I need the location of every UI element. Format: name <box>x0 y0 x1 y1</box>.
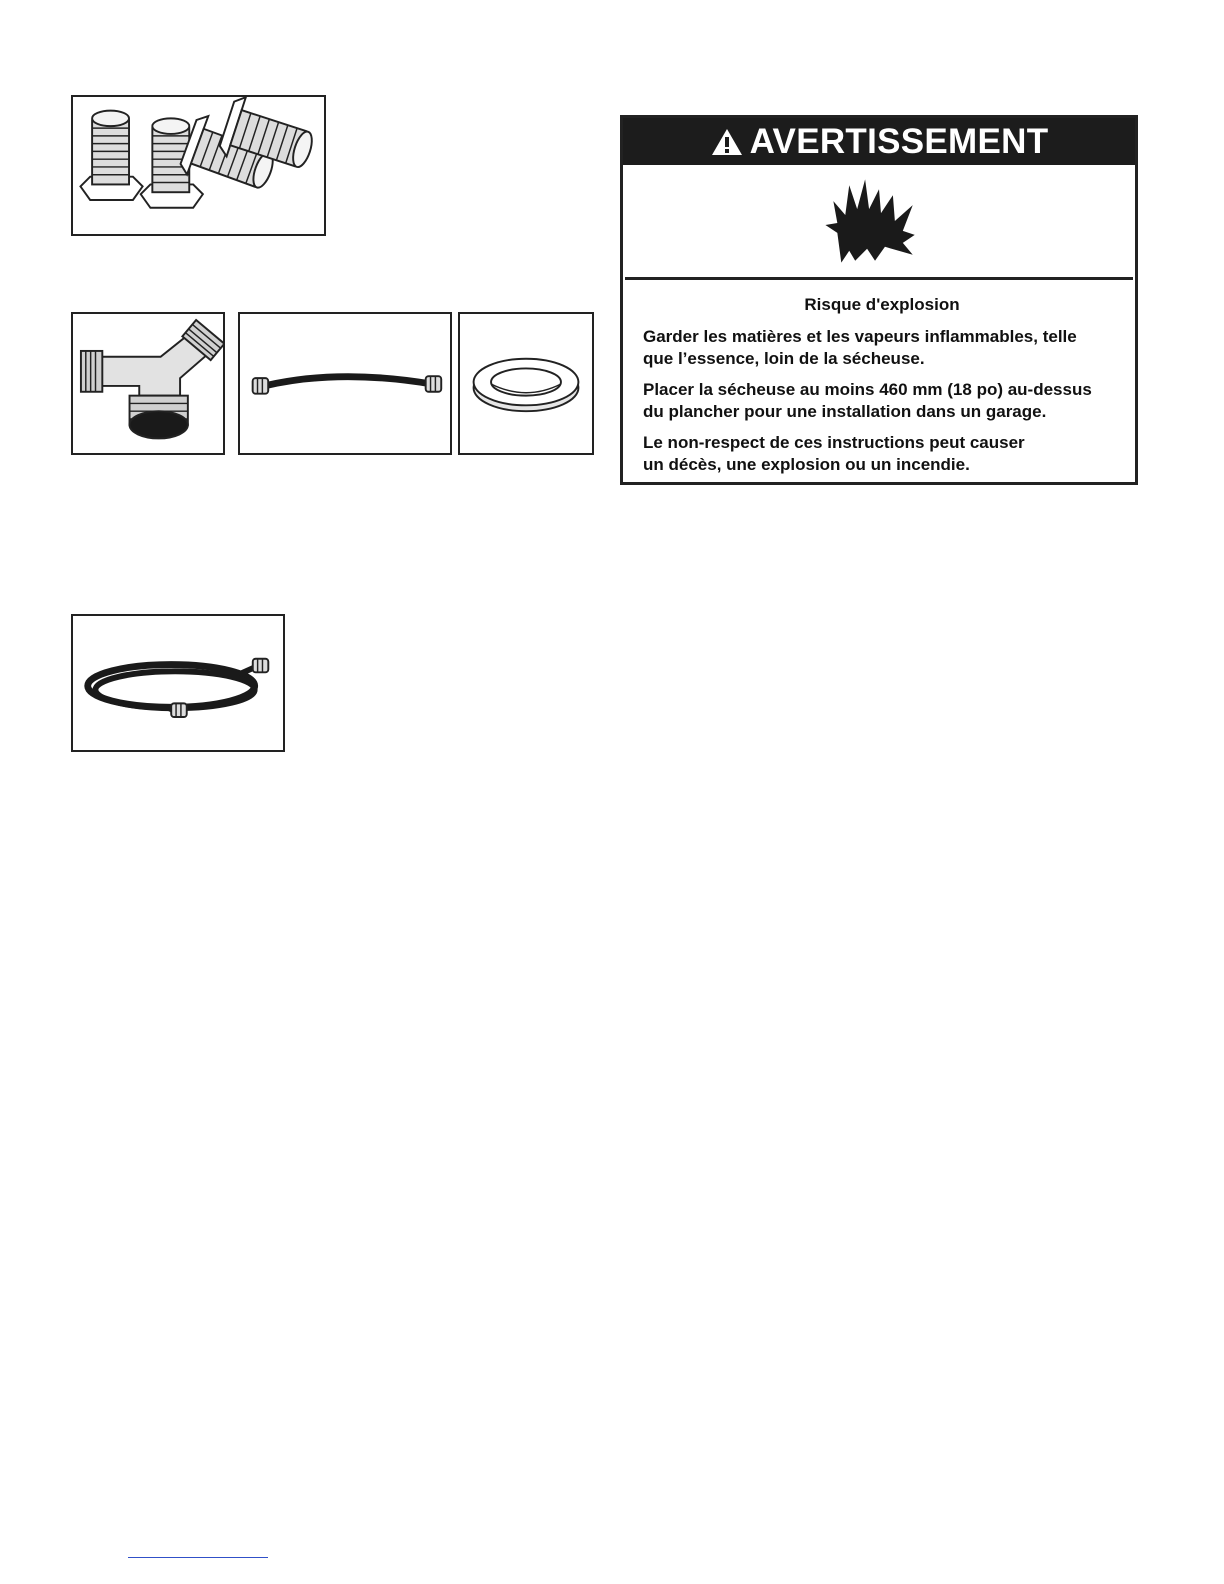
warning-triangle-icon <box>710 127 744 157</box>
rubber-washer-icon <box>460 314 592 453</box>
leveling-legs-figure <box>71 95 326 236</box>
warning-line: Garder les matières et les vapeurs inflammables, telle <box>643 327 1077 346</box>
y-connector-figure <box>71 312 225 455</box>
warning-paragraph <box>643 432 1121 476</box>
warning-line: un décès, une explosion ou un incendie. <box>643 455 970 474</box>
warning-text <box>643 290 1121 485</box>
warning-label <box>620 115 1138 485</box>
warning-line: que l’essence, loin de la sécheuse. <box>643 349 925 368</box>
warning-paragraph <box>643 379 1121 423</box>
symbol-panel <box>625 165 1133 280</box>
warning-line: du plancher pour une installation dans un garage. <box>643 402 1047 421</box>
fill-hose-icon <box>73 616 283 750</box>
leveling-legs-icon <box>73 97 324 234</box>
short-hose-icon <box>240 314 450 453</box>
short-hose-figure <box>238 312 452 455</box>
footer-link-underline[interactable] <box>128 1557 268 1558</box>
hazard-title: Risque d'explosion <box>804 295 960 314</box>
fill-hose-figure <box>71 614 285 752</box>
warning-paragraph <box>643 326 1121 370</box>
warning-header <box>623 118 1135 165</box>
warning-line: Le non-respect de ces instructions peut causer <box>643 433 1025 452</box>
explosion-icon <box>625 165 1133 277</box>
warning-line: Placer la sécheuse au moins 460 mm (18 po) au-dessus <box>643 380 1092 399</box>
rubber-washer-figure <box>458 312 594 455</box>
signal-word: AVERTISSEMENT <box>749 122 1049 161</box>
y-connector-icon <box>73 314 223 453</box>
